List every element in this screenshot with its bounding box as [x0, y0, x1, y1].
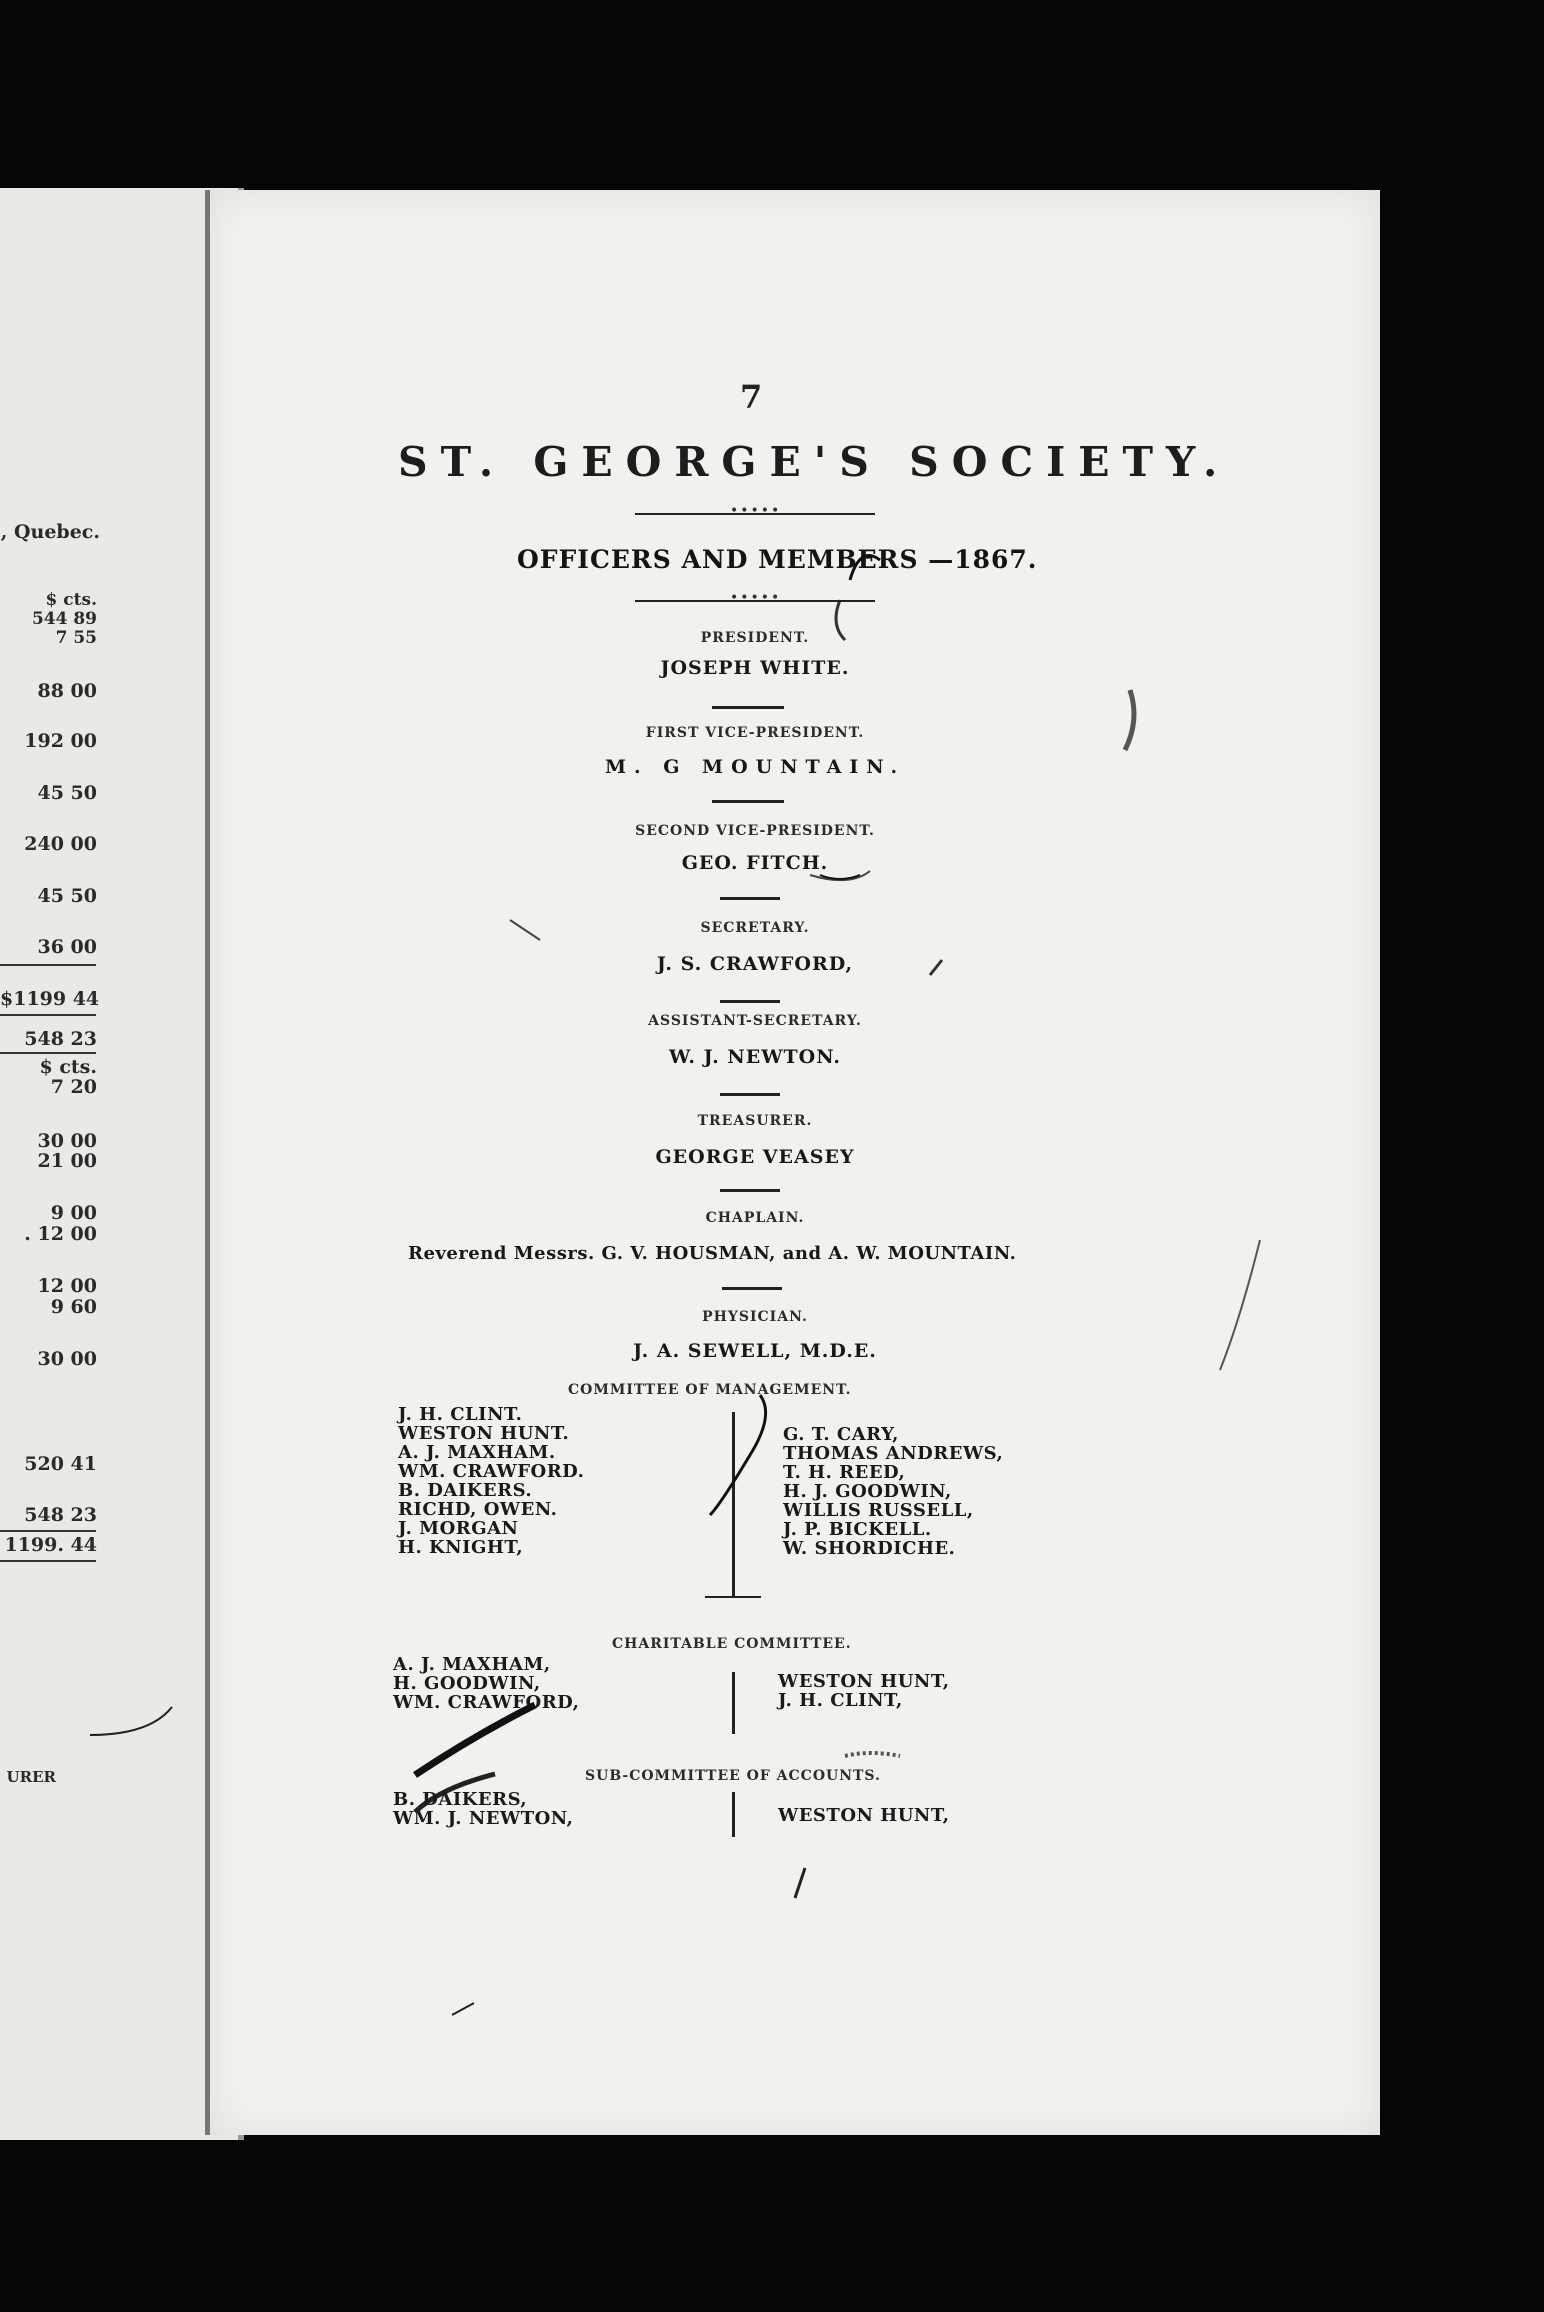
officer-name-assistant-secretary: W. J. NEWTON.	[669, 1046, 841, 1068]
left-text-line: . 12 00	[24, 1223, 97, 1245]
member-name: J. MORGAN	[398, 1518, 519, 1539]
left-text-line: 520 41	[24, 1453, 97, 1475]
sub-committee-accounts-label: SUB-COMMITTEE OF ACCOUNTS.	[585, 1768, 881, 1784]
left-text-line: 240 00	[24, 833, 97, 855]
member-name: WILLIS RUSSELL,	[783, 1500, 974, 1521]
pen-mark	[820, 875, 860, 879]
member-name: J. H. CLINT.	[398, 1404, 523, 1425]
officer-name-physician: J. A. SEWELL, M.D.E.	[633, 1340, 877, 1362]
left-text-line: 21 00	[37, 1150, 97, 1172]
pen-mark	[415, 1705, 535, 1775]
officer-name-first-vice-president: M. G MOUNTAIN.	[604, 756, 906, 778]
left-text-line: 192 00	[24, 730, 97, 752]
member-name: A. J. MAXHAM,	[393, 1654, 551, 1675]
left-text-line: 30 00	[37, 1348, 97, 1370]
member-name: THOMAS ANDREWS,	[783, 1443, 1004, 1464]
member-name: WM. J. NEWTON,	[393, 1808, 574, 1829]
left-text-line: URER	[6, 1768, 56, 1786]
member-name: H. J. GOODWIN,	[783, 1481, 952, 1502]
page-subtitle: OFFICERS AND MEMBERS —1867.	[517, 545, 1038, 574]
officer-name-treasurer: GEORGE VEASEY	[655, 1146, 855, 1168]
left-text-line: 88 00	[37, 680, 97, 702]
member-name: J. H. CLINT,	[778, 1690, 903, 1711]
left-text-line: 548 23	[24, 1504, 97, 1526]
left-text-line: 12 00	[37, 1275, 97, 1297]
role-label-assistant-secretary: ASSISTANT-SECRETARY.	[648, 1013, 862, 1029]
charitable-committee-label: CHARITABLE COMMITTEE.	[612, 1636, 852, 1652]
role-label-second-vice-president: SECOND VICE-PRESIDENT.	[635, 823, 875, 839]
left-text-line: $1199 44	[0, 988, 100, 1010]
left-text-line: 1199. 44	[4, 1534, 97, 1556]
left-text-line: 45 50	[37, 885, 97, 907]
member-name: H. KNIGHT,	[398, 1537, 524, 1558]
member-name: T. H. REED,	[783, 1462, 906, 1483]
member-name: WESTON HUNT,	[778, 1805, 950, 1826]
left-text-line: 9 00	[50, 1202, 97, 1224]
officer-name-president: JOSEPH WHITE.	[660, 657, 850, 679]
left-text-line: 548 23	[24, 1028, 97, 1050]
member-name: H. GOODWIN,	[393, 1673, 541, 1694]
role-label-treasurer: TREASURER.	[697, 1113, 813, 1129]
pen-mark	[710, 1395, 766, 1515]
member-name: WM. CRAWFORD.	[398, 1461, 585, 1482]
member-name: B. DAIKERS,	[393, 1789, 528, 1810]
left-text-line: 45 50	[37, 782, 97, 804]
member-name: G. T. CARY,	[783, 1424, 899, 1445]
member-name: WM. CRAWFORD,	[393, 1692, 580, 1713]
page-number: 7	[740, 378, 763, 416]
officer-name-second-vice-president: GEO. FITCH.	[681, 852, 829, 874]
officer-name-secretary: J. S. CRAWFORD,	[656, 953, 854, 975]
member-name: A. J. MAXHAM.	[398, 1442, 556, 1463]
left-text-line: 544 89	[31, 609, 97, 629]
officer-name-chaplain: Reverend Messrs. G. V. HOUSMAN, and A. W. MOUNTAIN.	[408, 1243, 1017, 1264]
page-title: ST. GEORGE'S SOCIETY.	[398, 438, 1231, 486]
role-label-chaplain: CHAPLAIN.	[705, 1210, 805, 1226]
member-name: J. P. BICKELL.	[783, 1519, 932, 1540]
left-text-line: 9 60	[50, 1296, 97, 1318]
member-name: W. SHORDICHE.	[783, 1538, 956, 1559]
member-name: WESTON HUNT.	[398, 1423, 570, 1444]
left-text-line: $ cts.	[39, 1056, 97, 1078]
left-text-line: 7 20	[50, 1076, 97, 1098]
left-text-line: 30 00	[37, 1130, 97, 1152]
pen-mark	[850, 556, 880, 581]
role-label-physician: PHYSICIAN.	[702, 1309, 808, 1325]
left-text-line: , Quebec.	[0, 521, 100, 543]
pen-mark	[845, 1753, 900, 1756]
ornament: •••••	[730, 503, 782, 519]
role-label-first-vice-president: FIRST VICE-PRESIDENT.	[645, 725, 865, 741]
left-text-line: 36 00	[37, 936, 97, 958]
role-label-secretary: SECRETARY.	[700, 920, 810, 936]
left-text-line: $ cts.	[45, 590, 97, 610]
role-label-president: PRESIDENT.	[700, 630, 810, 646]
member-name: RICHD, OWEN.	[398, 1499, 558, 1520]
member-name: WESTON HUNT,	[778, 1671, 950, 1692]
ornament: •••••	[730, 590, 782, 606]
left-text-line: 7 55	[55, 628, 97, 648]
member-name: B. DAIKERS.	[398, 1480, 533, 1501]
committee-management-label: COMMITTEE OF MANAGEMENT.	[568, 1382, 852, 1398]
